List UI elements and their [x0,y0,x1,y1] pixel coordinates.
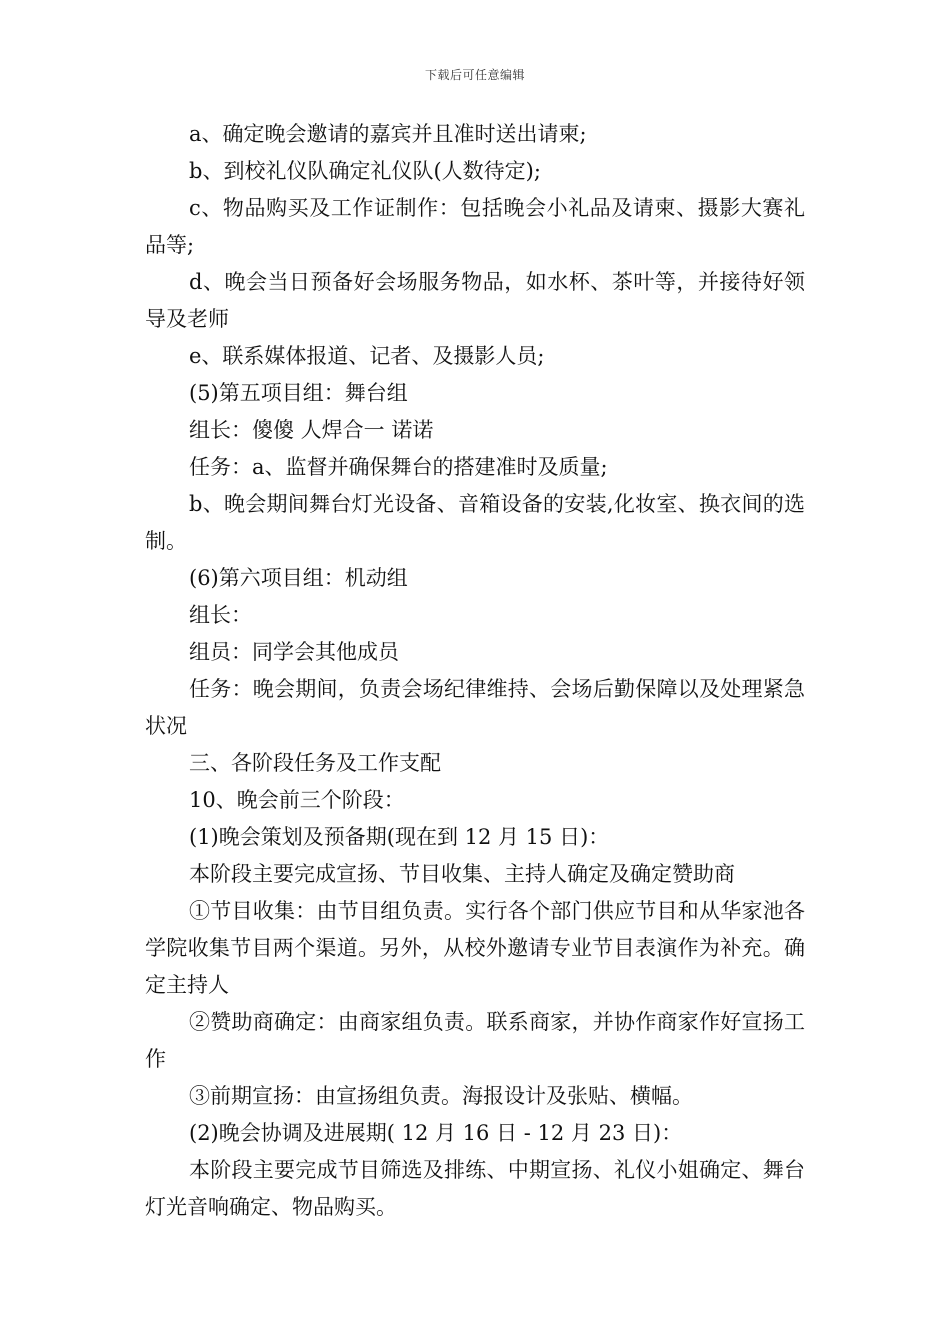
paragraph-a: a、确定晚会邀请的嘉宾并且准时送出请柬; [189,122,587,146]
mobile-group-task: 任务：晚会期间，负责会场纪律维持、会场后勤保障以及处理紧急状况 [145,677,805,738]
stage-1-item-3: ③前期宣扬：由宣扬组负责。海报设计及张贴、横幅。 [189,1084,693,1108]
pre-event-stages: 10、晚会前三个阶段： [189,788,405,812]
stage-group-leader: 组长：傻傻 人焊合一 诺诺 [189,418,434,442]
stage-1-summary: 本阶段主要完成宣扬、节目收集、主持人确定及确定赞助商 [189,862,735,886]
stage-task-b: b、晚会期间舞台灯光设备、音箱设备的安装,化妆室、换衣间的选制。 [145,492,805,553]
mobile-group-leader: 组长： [189,603,252,627]
paragraph-c: c、物品购买及工作证制作：包括晚会小礼品及请柬、摄影大赛礼品等; [145,196,805,257]
stage-1-item-1: ①节目收集：由节目组负责。实行各个部门供应节目和从华家池各学院收集节目两个渠道。另外，从校外邀请专业节目表演作为补充。确定主持人 [145,899,805,997]
stage-1-heading: (1)晚会策划及预备期(现在到 12 月 15 日)： [189,825,610,849]
section-three-heading: 三、各阶段任务及工作支配 [189,751,441,775]
stage-2-summary: 本阶段主要完成节目筛选及排练、中期宣扬、礼仪小姐确定、舞台灯光音响确定、物品购买。 [145,1158,805,1219]
page-header: 下载后可任意编辑 [424,68,525,82]
section-mobile-group: (6)第六项目组：机动组 [189,566,408,590]
document-body [145,116,805,1226]
paragraph-b: b、到校礼仪队确定礼仪队(人数待定); [189,159,541,183]
stage-2-heading: (2)晚会协调及进展期( 12 月 16 日 - 12 月 23 日)： [189,1121,683,1145]
stage-task-a: 任务：a、监督并确保舞台的搭建准时及质量; [189,455,608,479]
paragraph-e: e、联系媒体报道、记者、及摄影人员; [189,344,545,368]
section-stage-group: (5)第五项目组：舞台组 [189,381,408,405]
mobile-group-members: 组员：同学会其他成员 [189,640,399,664]
stage-1-item-2: ②赞助商确定：由商家组负责。联系商家，并协作商家作好宣扬工作 [145,1010,805,1071]
paragraph-d: d、晚会当日预备好会场服务物品，如水杯、茶叶等，并接待好领导及老师 [145,270,805,331]
